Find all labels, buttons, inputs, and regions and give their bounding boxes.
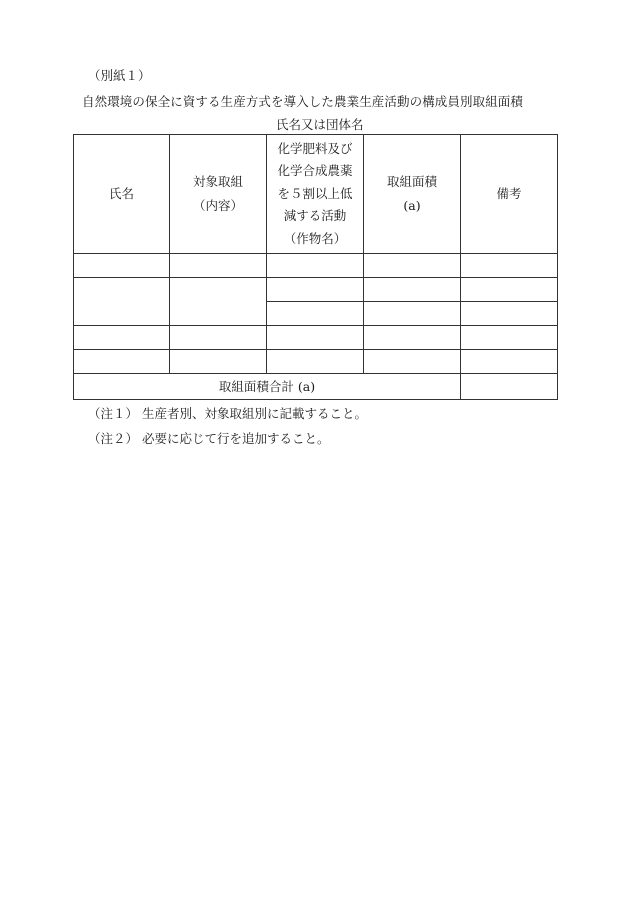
table-row	[74, 278, 558, 302]
table-cell[interactable]	[267, 254, 364, 278]
table-cell[interactable]	[170, 278, 267, 326]
table-cell[interactable]	[267, 302, 364, 326]
header-area: 取組面積 (a)	[364, 135, 461, 254]
table-cell[interactable]	[364, 278, 461, 302]
table-cell[interactable]	[267, 326, 364, 350]
table-cell[interactable]	[364, 326, 461, 350]
table-cell[interactable]	[461, 326, 558, 350]
table-cell[interactable]	[74, 254, 170, 278]
table-cell[interactable]	[170, 350, 267, 374]
table-cell[interactable]	[461, 278, 558, 302]
header-remarks: 備考	[461, 135, 558, 254]
table-header-row	[74, 135, 558, 254]
area-table	[73, 134, 558, 400]
table-cell[interactable]	[267, 350, 364, 374]
table-cell[interactable]	[461, 254, 558, 278]
table-cell[interactable]	[74, 350, 170, 374]
table-cell[interactable]	[170, 254, 267, 278]
total-label: 取組面積合計 (a)	[74, 374, 461, 400]
total-value-cell[interactable]	[461, 374, 558, 400]
table-cell[interactable]	[74, 278, 170, 326]
name-field-label: 氏名又は団体名	[276, 115, 551, 135]
attachment-label: （別紙１）	[88, 68, 151, 83]
table-cell[interactable]	[364, 302, 461, 326]
table-cell[interactable]	[461, 302, 558, 326]
table-cell[interactable]	[364, 254, 461, 278]
header-name: 氏名	[74, 135, 170, 254]
table-row	[74, 326, 558, 350]
table-cell[interactable]	[267, 278, 364, 302]
table-cell[interactable]	[170, 326, 267, 350]
table-cell[interactable]	[74, 326, 170, 350]
header-reduction-activity: 化学肥料及び 化学合成農薬 を５割以上低 減する活動 （作物名）	[267, 135, 364, 254]
table-row	[74, 350, 558, 374]
note-1: （注１） 生産者別、対象取組別に記載すること。	[88, 406, 367, 421]
note-2: （注２） 必要に応じて行を追加すること。	[88, 431, 330, 446]
document-title: 自然環境の保全に資する生産方式を導入した農業生産活動の構成員別取組面積	[82, 94, 524, 109]
table-row	[74, 254, 558, 278]
total-row	[74, 374, 558, 400]
header-target-activity: 対象取組 （内容）	[170, 135, 267, 254]
table-cell[interactable]	[364, 350, 461, 374]
table-cell[interactable]	[461, 350, 558, 374]
